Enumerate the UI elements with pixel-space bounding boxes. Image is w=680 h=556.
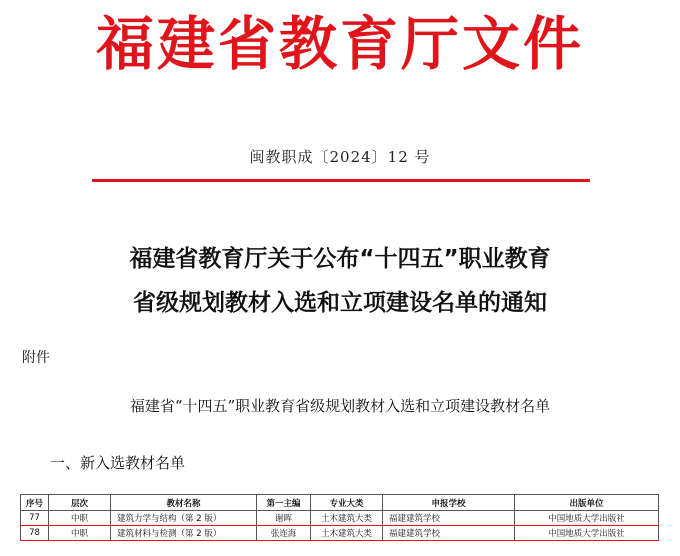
header-cell-editor: 第一主编 <box>257 495 311 511</box>
cell-editor: 张连海 <box>257 526 311 541</box>
cell-major: 土木建筑大类 <box>311 511 383 526</box>
textbook-table <box>20 494 659 541</box>
cell-index: 78 <box>21 526 49 541</box>
section-heading: 一、新入选教材名单 <box>50 454 186 472</box>
notice-title-line-2: 省级规划教材入选和立项建设名单的通知 <box>133 290 547 316</box>
cell-title: 建筑力学与结构（第 2 版） <box>111 511 257 526</box>
cell-level: 中职 <box>49 511 111 526</box>
header-cell-major: 专业大类 <box>311 495 383 511</box>
attachment-list-title: 福建省“十四五”职业教育省级规划教材入选和立项建设教材名单 <box>129 397 551 415</box>
table-row <box>21 526 659 541</box>
table-row <box>21 511 659 526</box>
header-cell-publisher: 出版单位 <box>515 495 659 511</box>
cell-title: 建筑材料与检测（第 2 版） <box>111 526 257 541</box>
cell-index: 77 <box>21 511 49 526</box>
attachment-label: 附件 <box>22 350 50 366</box>
header-cell-index: 序号 <box>21 495 49 511</box>
notice-title-line-1: 福建省教育厅关于公布“十四五”职业教育 <box>129 246 551 272</box>
cell-school: 福建建筑学校 <box>383 526 515 541</box>
red-divider-line <box>92 179 590 182</box>
cell-editor: 谢晖 <box>257 511 311 526</box>
cell-level: 中职 <box>49 526 111 541</box>
cell-school: 福建建筑学校 <box>383 511 515 526</box>
cell-publisher: 中国地质大学出版社 <box>515 526 659 541</box>
document-masthead: 福建省教育厅文件 <box>95 10 584 78</box>
header-cell-title: 教材名称 <box>111 495 257 511</box>
header-cell-school: 申报学校 <box>383 495 515 511</box>
cell-publisher: 中国地质大学出版社 <box>515 511 659 526</box>
cell-major: 土木建筑大类 <box>311 526 383 541</box>
table-header-row <box>21 495 659 511</box>
header-cell-level: 层次 <box>49 495 111 511</box>
document-number: 闽教职成〔2024〕12 号 <box>249 148 431 166</box>
